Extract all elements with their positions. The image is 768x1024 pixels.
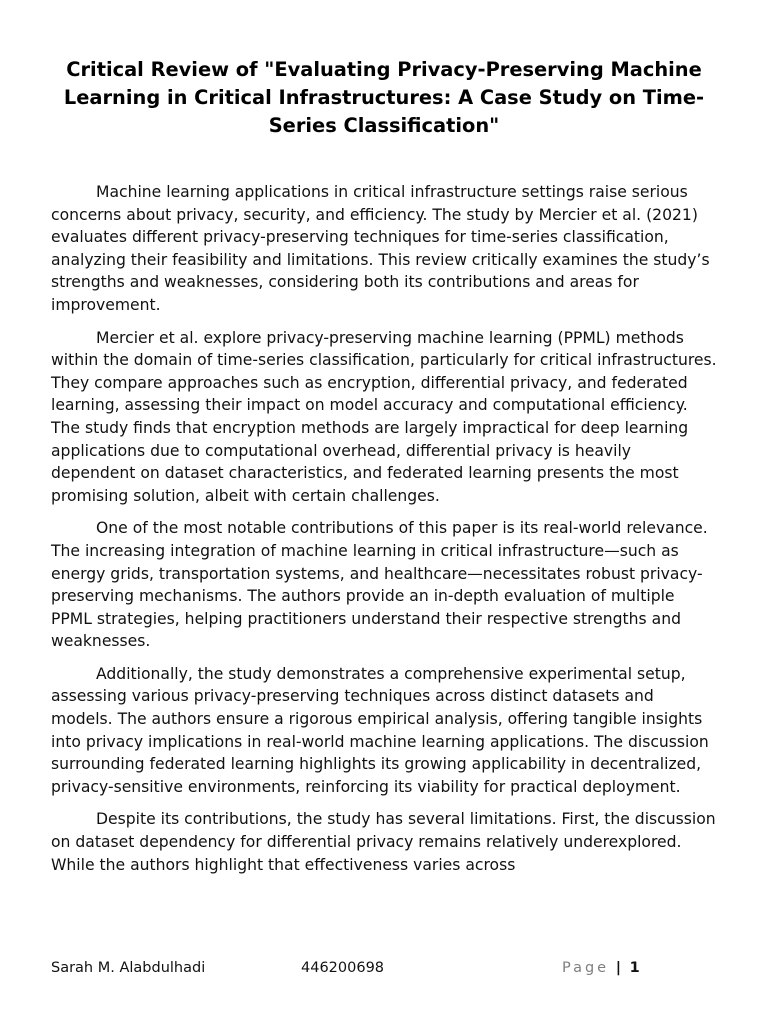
page-number: 1 bbox=[629, 960, 640, 976]
page-label: Page bbox=[562, 960, 610, 976]
document-title: Critical Review of "Evaluating Privacy-Preserving Machine Learning in Critical Infrastructures: A Case Study on Time-Series Classification" bbox=[63, 58, 705, 137]
page-footer bbox=[0, 958, 768, 980]
page-separator: | bbox=[615, 960, 622, 976]
document-body bbox=[51, 181, 719, 886]
footer-student-id: 446200698 bbox=[301, 960, 385, 976]
paragraph: One of the most notable contributions of this paper is its real-world relevance. The increasing integration of machine learning in critical infrastructure—such as energy grids, transportation systems, and healthcare—necessitates robust privacy-preserving mechanisms. The authors provide an in-depth evaluation of multiple PPML strategies, helping practitioners understand their respective strengths and weaknesses. bbox=[51, 519, 708, 651]
footer-author: Sarah M. Alabdulhadi bbox=[51, 960, 206, 976]
paragraph: Despite its contributions, the study has several limitations. First, the discussion on dataset dependency for differential privacy remains relatively underexplored. While the authors highlight that effectiveness varies across bbox=[51, 810, 716, 874]
paragraph: Additionally, the study demonstrates a comprehensive experimental setup, assessing various privacy-preserving techniques across distinct datasets and models. The authors ensure a rigorous empirical analysis, offering tangible insights into privacy implications in real-world machine learning applications. The discussion surrounding federated learning highlights its growing applicability in decentralized, privacy-sensitive environments, reinforcing its viability for practical deployment. bbox=[51, 664, 709, 796]
paragraph: Machine learning applications in critical infrastructure settings raise serious concerns about privacy, security, and efficiency. The study by Mercier et al. (2021) evaluates different privacy-preserving techniques for time-series classification, analyzing their feasibility and limitations. This review critically examines the study’s strengths and weaknesses, considering both its contributions and areas for improvement. bbox=[51, 183, 710, 314]
paragraph: Mercier et al. explore privacy-preserving machine learning (PPML) methods within the domain of time-series classification, particularly for critical infrastructures. They compare approaches such as encryption, differential privacy, and federated learning, assessing their impact on model accuracy and computational efficiency. The study finds that encryption methods are largely impractical for deep learning applications due to computational overhead, differential privacy is heavily dependent on dataset characteristics, and federated learning presents the most promising solution, albeit with certain challenges. bbox=[51, 328, 717, 505]
footer-page-indicator bbox=[562, 958, 640, 978]
